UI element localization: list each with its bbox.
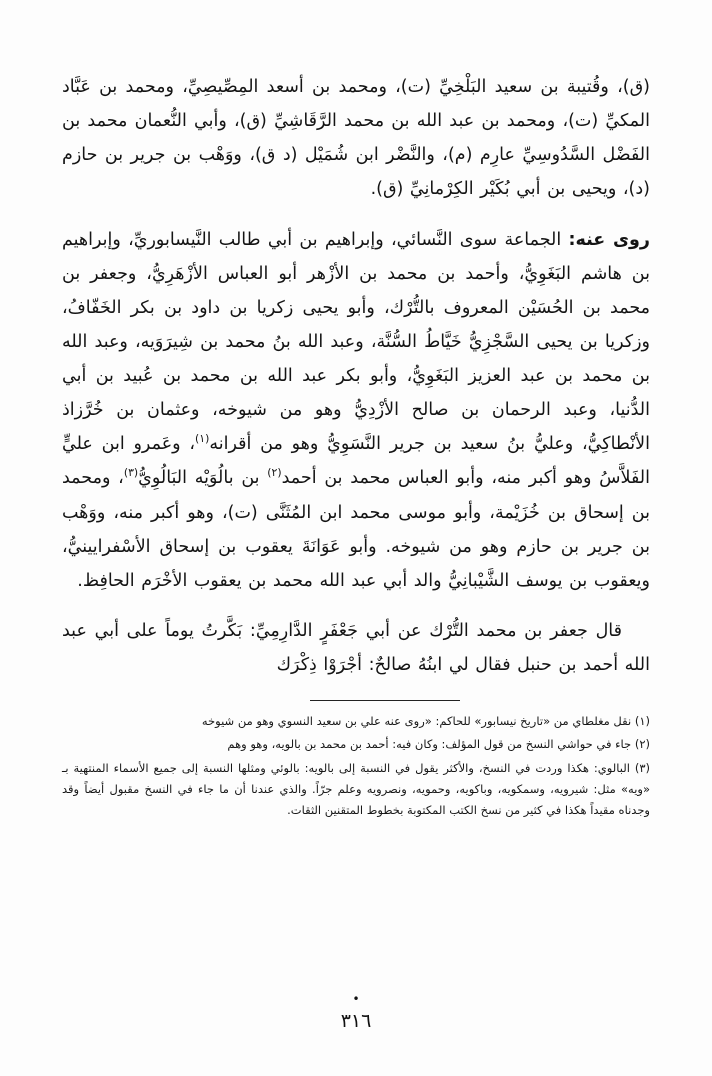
footnote-separator — [310, 700, 460, 701]
paragraph-narrated-by — [62, 223, 650, 598]
paragraph-lead-label: روى عنه: — [568, 229, 650, 250]
paragraph-narrated-by-text: الجماعة سوى النَّسائي، وإبراهيم بن أبي طالب النَّيسابوريِّ، وإبراهيم بن هاشم البَغَوِيُّ، وأحمد بن محمد بن الأزْهر أبو العباس الأزْهَرِيُّ، وجعفر بن محمد بن الحُسَيْن المعروف بالتُّرْك، وأبو يحيى زكريا بن داود بن بكر الخَفّافُ، وزكريا بن يحيى السَّجْزِيُّ خَيَّاطُ السُّنَّة، وعبد الله بنُ محمد بن شِيرَوَيه، وعبد الله بن محمد بن عبد العزيز البَغَوِيُّ، وأبو بكر عبد الله بن محمد بن عُبيد بن أبي الدُّنيا، وعبد الرحمان بن صالح الأزْدِيُّ وهو من شيوخه، وعثمان بن خُرَّزاذ الأنْطاكِيُّ، وعليُّ بنُ سعيد بن جرير النَّسَوِيُّ وهو من أقرانه$^{(١)}$، وعَمرو ابن عليٍّ الفَلاَّسُ وهو أكبر منه، وأبو العباس محمد بن أحمد$^{(٢)}$ بن بالُوَيْه البَالُوِيُّ$^{(٣)}$، ومحمد بن إسحاق بن خُزَيْمة، وأبو موسى محمد ابن المُثَنَّى (ت)، وهو أكبر منه، ووَهْب بن جرير بن حازم وهو من شيوخه. وأبو عَوَانَةَ يعقوب بن إسحاق الأسْفرايينيُّ، ويعقوب بن يوسف الشَّيْبانِيُّ والد أبي عبد الله محمد بن يعقوب الأخْرَم الحافِظ. — [62, 229, 650, 591]
footnote-3: (٣) البالوي: هكذا وردت في النسخ، والأكثر يقول في النسبة إلى بالويه: بالوئي ومثلها النسبة إلى جميع الأسماء المنتهية بـ «ويه» مثل: شيرويه، وسمكويه، وباكويه، وحمويه، ونصرويه وعلم جرّاً. والذي عندنا أن ما جاء في النسخ مقبول أيضاً وقد وجدناه مقيداً هكذا في كثير من نسخ الكتب المكتوبة بخطوط المتقنين الثقات. — [62, 760, 650, 818]
footnote-2: (٢) جاء في حواشي النسخ من قول المؤلف: وكان فيه: أحمد بن محمد بن بالويه، وهو وهم — [227, 737, 650, 752]
center-dot-mark: • — [352, 992, 360, 1006]
paragraph-quote: قال جعفر بن محمد التُّرْك عن أبي جَعْفَرٍ الدَّارِمِيِّ: بَكَّرتُ يوماً على أبي عبد الله أحمد بن حنبل فقال لي ابنُهُ صالحٌ: أجْرَوْا ذِكْرَك — [62, 620, 650, 675]
page-body — [62, 70, 650, 682]
page-number: ٣١٦ — [340, 1010, 372, 1032]
footnote-1: (١) نقل مغلطاي من «تاريخ نيسابور» للحاكم: «روى عنه علي بن سعيد النسوي وهو من شيوخه — [201, 714, 650, 729]
paragraph-narrators-from: (ق)، وقُتيبة بن سعيد البَلْخِيِّ (ت)، ومحمد بن أسعد المِصِّيصِيِّ، ومحمد بن عَبَّاد المكيِّ (ت)، ومحمد بن عبد الله بن محمد الرَّقَاشِيِّ (ق)، وأبي النُّعمان محمد بن الفَضْل السَّدُوسِيِّ عارِم (م)، والنَّضْر ابن شُمَيْل (د ق)، ووَهْب بن جرير بن حازم (د)، ويحيى بن أبي بُكَيْر الكِرْمانِيِّ (ق). — [62, 77, 650, 200]
footnotes-block — [62, 711, 650, 821]
